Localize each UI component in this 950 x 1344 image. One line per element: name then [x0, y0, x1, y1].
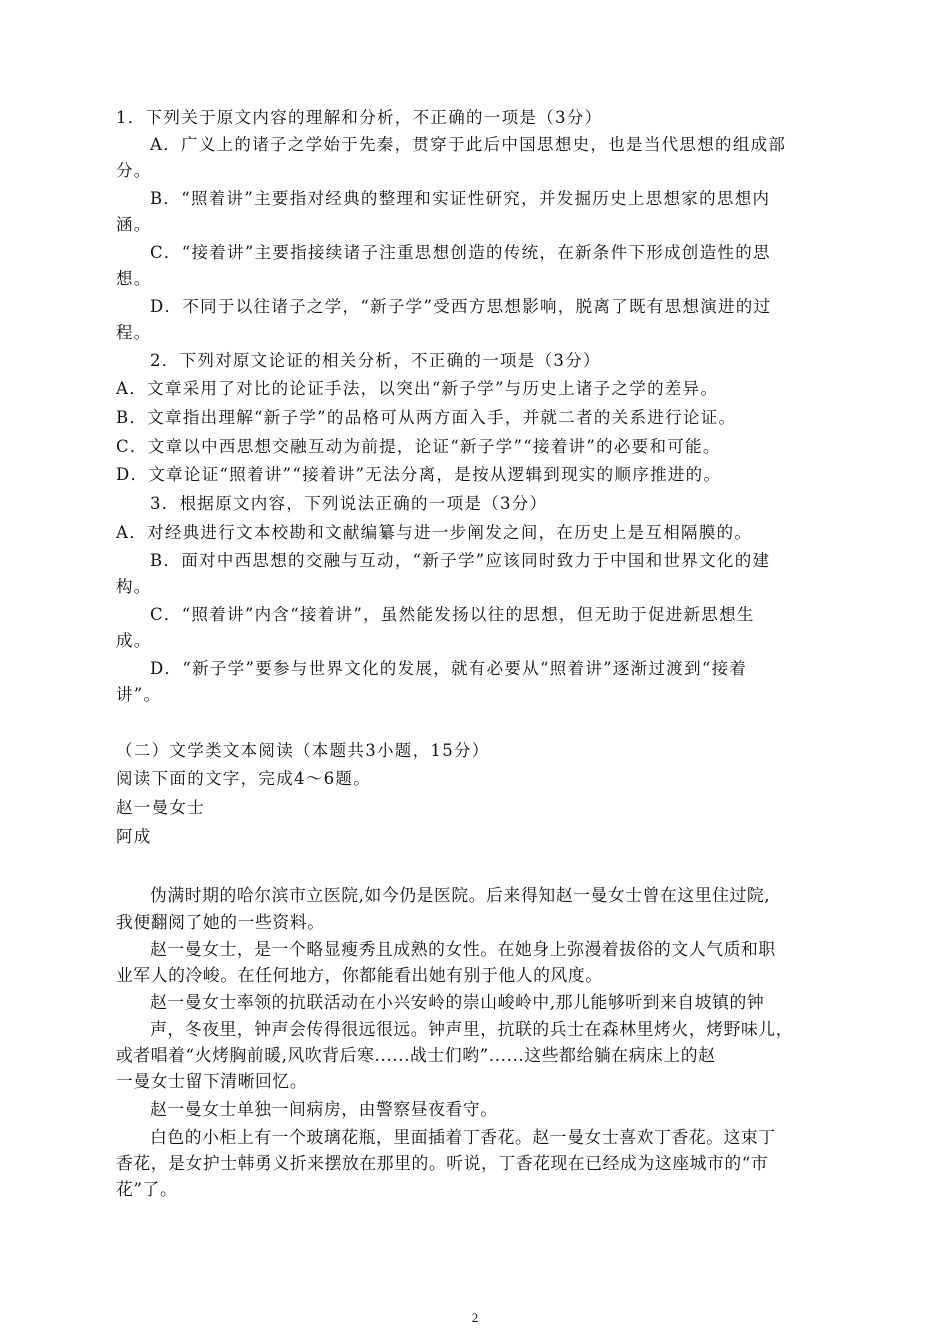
paragraph-1-line-1: 伪满时期的哈尔滨市立医院,如今仍是医院。后来得知赵一曼女士曾在这里住过院, [150, 885, 771, 905]
question-1-option-d: D．不同于以往诸子之学，“新子学”受西方思想影响，脱离了既有思想演进的过 [150, 297, 772, 316]
question-1-stem: 1．下列关于原文内容的理解和分析，不正确的一项是（3分） [116, 108, 603, 127]
question-1-option-c-cont: 想。 [116, 269, 152, 288]
paragraph-5-line-2: 香花，是女护士韩勇义折来摆放在那里的。听说，丁香花现在已经成为这座城市的“市 [116, 1153, 769, 1173]
paragraph-2-line-1: 赵一曼女士，是一个略显瘦秀且成熟的女性。在她身上弥漫着拔俗的文人气质和职 [150, 939, 776, 959]
question-3-option-a: A．对经典进行文本校勘和文献编纂与进一步阐发之间，在历史上是互相隔膜的。 [116, 523, 753, 542]
paragraph-1-line-2: 我便翻阅了她的一些资料。 [116, 912, 325, 932]
question-2-option-b: B．文章指出理解“新子学”的品格可从两方面入手，并就二者的关系进行论证。 [116, 408, 737, 427]
question-2-option-a: A．文章采用了对比的论证手法，以突出“新子学”与历史上诸子之学的差异。 [116, 379, 719, 398]
question-3-option-b-cont: 构。 [116, 577, 152, 596]
reading-instruction: 阅读下面的文字，完成4～6题。 [116, 769, 371, 788]
question-3-option-d-cont: 讲”。 [116, 685, 162, 704]
question-1-option-d-cont: 程。 [116, 323, 152, 342]
question-2-stem: 2．下列对原文论证的相关分析，不正确的一项是（3分） [150, 351, 601, 370]
page-number: 2 [471, 1310, 479, 1325]
question-3-option-d: D．“新子学”要参与世界文化的发展，就有必要从“照着讲”逐渐过渡到“接着 [150, 659, 748, 678]
paragraph-2-line-2: 业军人的冷峻。在任何地方，你都能看出她有别于他人的风度。 [116, 965, 603, 985]
paragraph-3-line-2: 声，冬夜里，钟声会传得很远很远。钟声里，抗联的兵士在森林里烤火，烤野味儿， [150, 1019, 794, 1039]
paragraph-5-line-3: 花”了。 [116, 1179, 178, 1199]
section-heading: （二）文学类文本阅读（本题共3小题，15分） [116, 741, 490, 760]
story-author: 阿成 [116, 827, 152, 846]
question-1-option-a-cont: 分。 [116, 161, 152, 180]
question-1-option-b-cont: 涵。 [116, 215, 152, 234]
question-2-option-d: D．文章论证“照着讲”“接着讲”无法分离，是按从逻辑到现实的顺序推进的。 [116, 465, 722, 484]
question-1-option-b: B．“照着讲”主要指对经典的整理和实证性研究，并发掘历史上思想家的思想内 [150, 189, 771, 208]
story-title: 赵一曼女士 [116, 798, 205, 817]
question-1-option-a: A．广义上的诸子之学始于先秦，贯穿于此后中国思想史，也是当代思想的组成部 [150, 135, 787, 154]
question-2-option-c: C．文章以中西思想交融互动为前提，论证“新子学”“接着讲”的必要和可能。 [116, 437, 721, 456]
paragraph-3-line-3: 或者唱着“火烤胸前暖,风吹背后寒......战士们哟”......这些都给躺在病床上的赵 [116, 1045, 716, 1065]
paragraph-3-line-1: 赵一曼女士率领的抗联活动在小兴安岭的崇山峻岭中,那儿能够听到来自坡镇的钟 [150, 992, 765, 1012]
question-3-option-c: C．“照着讲”内含“接着讲”，虽然能发扬以往的思想，但无助于促进新思想生 [150, 605, 755, 624]
paragraph-3-line-4: 一曼女士留下清晰回忆。 [116, 1071, 308, 1091]
paragraph-4-line-1: 赵一曼女士单独一间病房，由警察昼夜看守。 [150, 1099, 498, 1119]
question-1-option-c: C．“接着讲”主要指接续诸子注重思想创造的传统，在新条件下形成创造性的思 [150, 243, 771, 262]
question-3-stem: 3．根据原文内容，下列说法正确的一项是（3分） [150, 494, 548, 513]
question-3-option-c-cont: 成。 [116, 631, 152, 650]
paragraph-5-line-1: 白色的小柜上有一个玻璃花瓶，里面插着丁香花。赵一曼女士喜欢丁香花。这束丁 [150, 1127, 776, 1147]
question-3-option-b: B．面对中西思想的交融与互动，“新子学”应该同时致力于中国和世界文化的建 [150, 551, 771, 570]
